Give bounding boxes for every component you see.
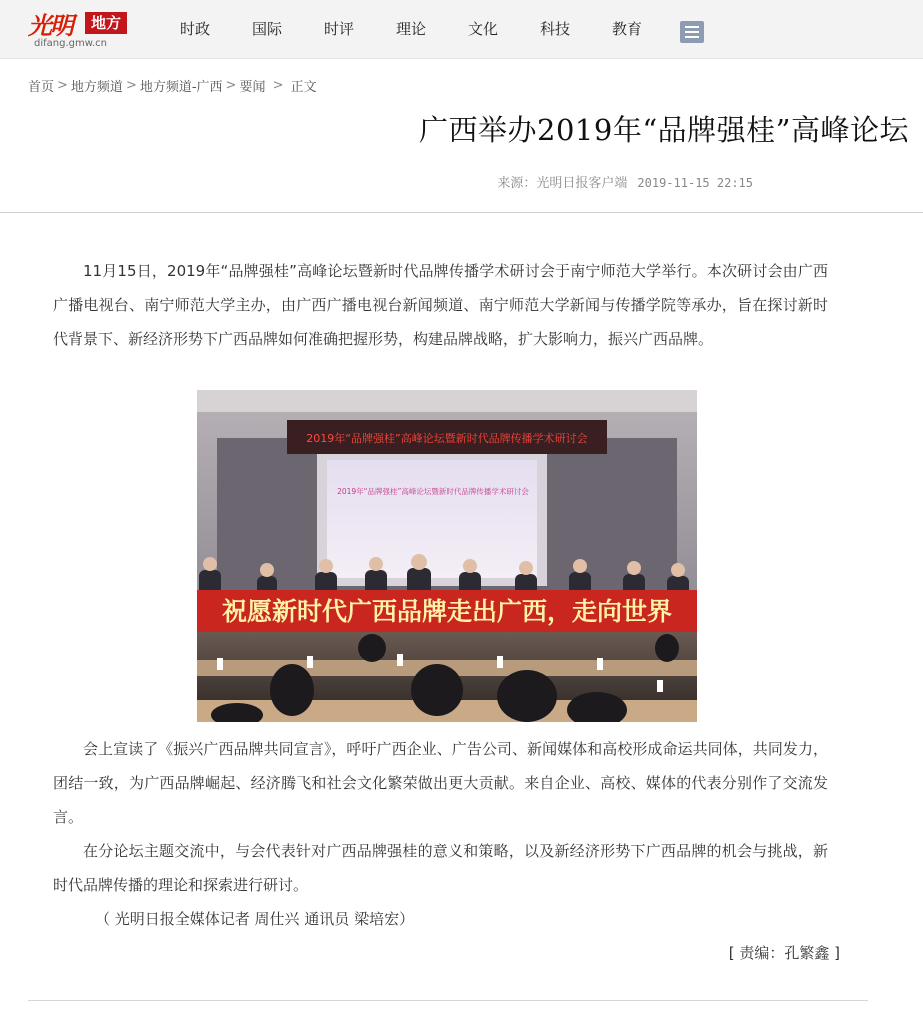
site-logo[interactable] [28,6,138,52]
article-body-forum [53,834,828,902]
article-datetime: 2019-11-15 22:15 [637,176,753,190]
article-paragraph: 11月15日，2019年“品牌强桂”高峰论坛暨新时代品牌传播学术研讨会于南宁师范大学举行。本次研讨会由广西广播电视台、南宁师范大学主办，由广西广播电视台新闻频道、南宁师范大学新闻与传播学院等承办，旨在探讨新时代背景下、新经济形势下广西品牌如何准确把握形势，构建品牌战略，扩大影响力，振兴广西品牌。 [53,262,828,348]
article-byline: （ 光明日报全媒体记者 周仕兴 通讯员 梁培宏） [95,910,415,928]
breadcrumb-home[interactable]: 首页 [28,80,55,95]
breadcrumb [28,76,317,95]
article-body-intro [53,254,828,356]
breadcrumb-separator: > [225,78,237,93]
logo-domain: difang.gmw.cn [34,38,108,49]
nav-item-culture[interactable]: 文化 [467,20,498,38]
site-header [0,0,923,59]
article-photo [197,390,697,722]
red-banner-text: 祝愿新时代广西品牌走出广西，走向世界 [221,597,673,626]
logo-channel-badge: 地方 [85,12,127,34]
article-source: 来源：光明日报客户端 [497,176,628,191]
nav-item-politics[interactable]: 时政 [179,20,210,38]
breadcrumb-separator: > [57,78,68,93]
logo-script-text: 光明 [28,11,72,40]
breadcrumb-news[interactable]: 要闻 [239,80,266,95]
breadcrumb-separator: > [268,78,288,93]
nav-item-commentary[interactable]: 时评 [323,20,354,38]
article-meta [497,172,753,191]
nav-item-theory[interactable]: 理论 [395,20,426,38]
breadcrumb-guangxi[interactable]: 地方频道-广西 [139,80,223,95]
screen-text: 2019年“品牌强桂”高峰论坛暨新时代品牌传播学术研讨会 [337,487,529,496]
breadcrumb-separator: > [125,78,137,93]
nav-item-international[interactable]: 国际 [251,20,282,38]
main-nav [159,0,663,58]
breadcrumb-local-channel[interactable]: 地方频道 [70,80,123,95]
article-paragraph: 会上宣读了《振兴广西品牌共同宣言》，呼吁广西企业、广告公司、新闻媒体和高校形成命运共同体，共同发力，团结一致，为广西品牌崛起、经济腾飞和社会文化繁荣做出更大贡献。来自企业、高校、媒体的代表分别作了交流发言。 [53,740,828,826]
nav-item-education[interactable]: 教育 [611,20,642,38]
nav-item-tech[interactable]: 科技 [539,20,570,38]
article-editor: [ 责编：孔繁鑫 ] [728,944,840,962]
menu-icon[interactable] [680,21,704,43]
article-body-declaration [53,732,828,834]
breadcrumb-current: 正文 [290,80,317,95]
title-divider [0,212,923,213]
article-title: 广西举办2019年“品牌强桂”高峰论坛 [419,113,909,147]
footer-divider [28,1000,868,1001]
article-paragraph: 在分论坛主题交流中，与会代表针对广西品牌强桂的意义和策略，以及新经济形势下广西品牌的机会与挑战，新时代品牌传播的理论和探索进行研讨。 [53,842,828,894]
stage-banner-text: 2019年“品牌强桂”高峰论坛暨新时代品牌传播学术研讨会 [306,432,588,445]
